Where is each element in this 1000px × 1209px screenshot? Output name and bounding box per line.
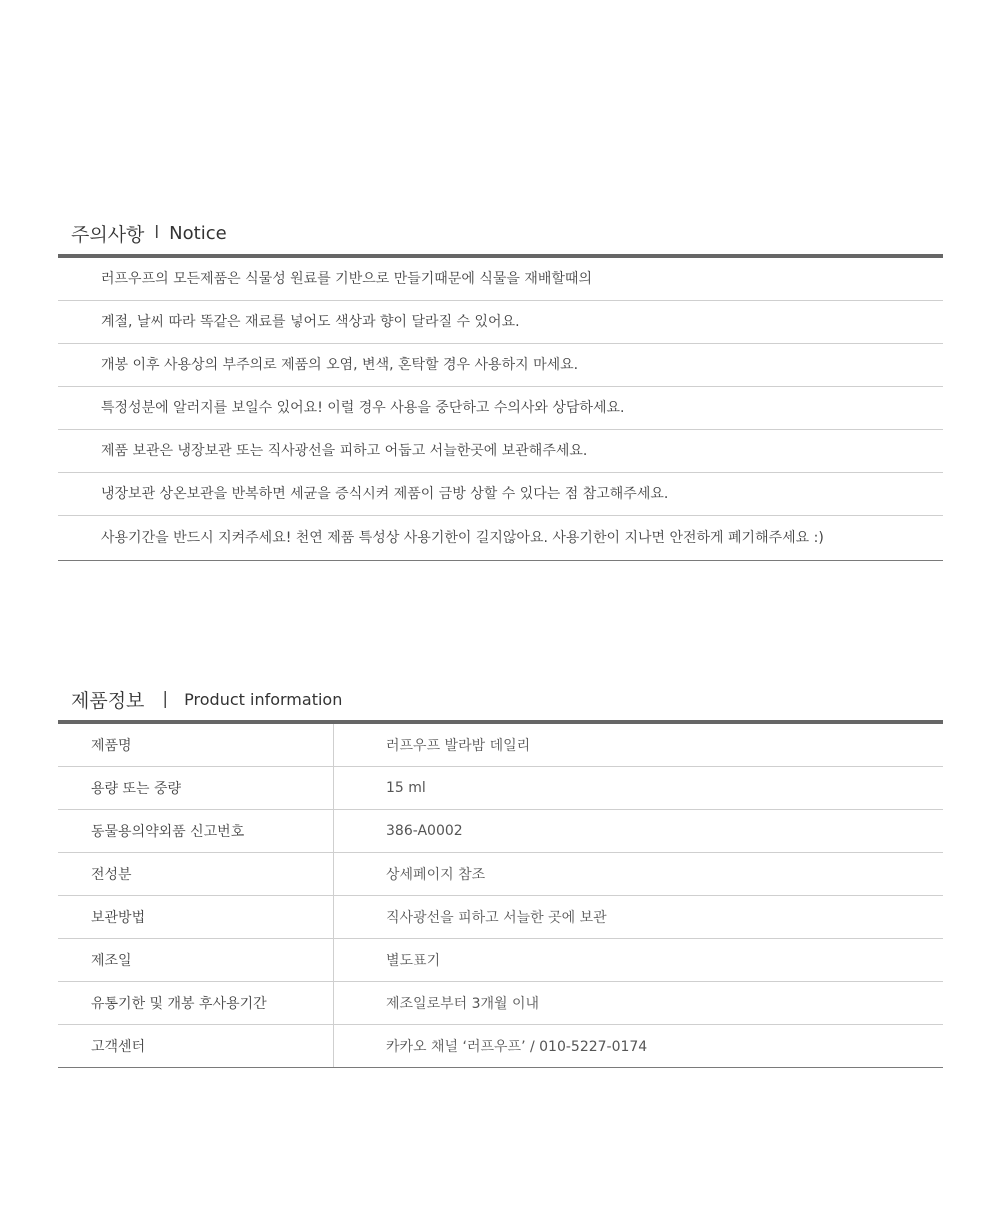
row-label: 전성분: [58, 853, 334, 896]
table-row: [58, 853, 943, 896]
table-row: [58, 767, 943, 810]
notice-section: [58, 212, 943, 561]
notice-heading: [58, 212, 943, 254]
row-value: 별도표기: [334, 939, 944, 982]
product-info-table: [58, 724, 943, 1068]
row-value: 제조일로부터 3개월 이내: [334, 982, 944, 1025]
product-info-heading: [58, 678, 943, 720]
notice-item: 계절, 날씨 따라 똑같은 재료를 넣어도 색상과 향이 달라질 수 있어요.: [58, 301, 943, 344]
notice-item: 사용기간을 반드시 지켜주세요! 천연 제품 특성상 사용기한이 길지않아요. 사용기한이 지나면 안전하게 폐기해주세요 :): [58, 516, 943, 561]
notice-list: [58, 258, 943, 561]
notice-title-en: Notice: [169, 222, 227, 244]
notice-item: 제품 보관은 냉장보관 또는 직사광선을 피하고 어둡고 서늘한곳에 보관해주세요.: [58, 430, 943, 473]
product-info-section: [58, 678, 943, 1068]
table-row: [58, 896, 943, 939]
row-value: 386-A0002: [334, 810, 944, 853]
row-label: 유통기한 및 개봉 후사용기간: [58, 982, 334, 1025]
table-row: [58, 982, 943, 1025]
row-value: 직사광선을 피하고 서늘한 곳에 보관: [334, 896, 944, 939]
row-label: 보관방법: [58, 896, 334, 939]
row-label: 고객센터: [58, 1025, 334, 1068]
notice-item: 러프우프의 모든제품은 식물성 원료를 기반으로 만들기때문에 식물을 재배할때의: [58, 258, 943, 301]
notice-item: 특정성분에 알러지를 보일수 있어요! 이럴 경우 사용을 중단하고 수의사와 상담하세요.: [58, 387, 943, 430]
table-row: [58, 810, 943, 853]
product-info-title-separator: |: [162, 689, 169, 709]
row-label: 용량 또는 중량: [58, 767, 334, 810]
table-row: [58, 1025, 943, 1068]
row-label: 제품명: [58, 724, 334, 767]
notice-title-ko: 주의사항: [71, 223, 145, 246]
notice-item: 냉장보관 상온보관을 반복하면 세균을 증식시켜 제품이 금방 상할 수 있다는 점 참고해주세요.: [58, 473, 943, 516]
notice-item: 개봉 이후 사용상의 부주의로 제품의 오염, 변색, 혼탁할 경우 사용하지 마세요.: [58, 344, 943, 387]
row-label: 동물용의약외품 신고번호: [58, 810, 334, 853]
row-value: 상세페이지 참조: [334, 853, 944, 896]
product-info-title-ko: 제품정보: [71, 689, 145, 712]
row-label: 제조일: [58, 939, 334, 982]
table-row: [58, 724, 943, 767]
notice-title-separator: l: [154, 223, 160, 243]
product-info-title-en: Product information: [184, 689, 343, 709]
row-value: 러프우프 발라밤 데일리: [334, 724, 944, 767]
row-value: 15 ml: [334, 767, 944, 810]
row-value: 카카오 채널 ‘러프우프’ / 010-5227-0174: [334, 1025, 944, 1068]
table-row: [58, 939, 943, 982]
